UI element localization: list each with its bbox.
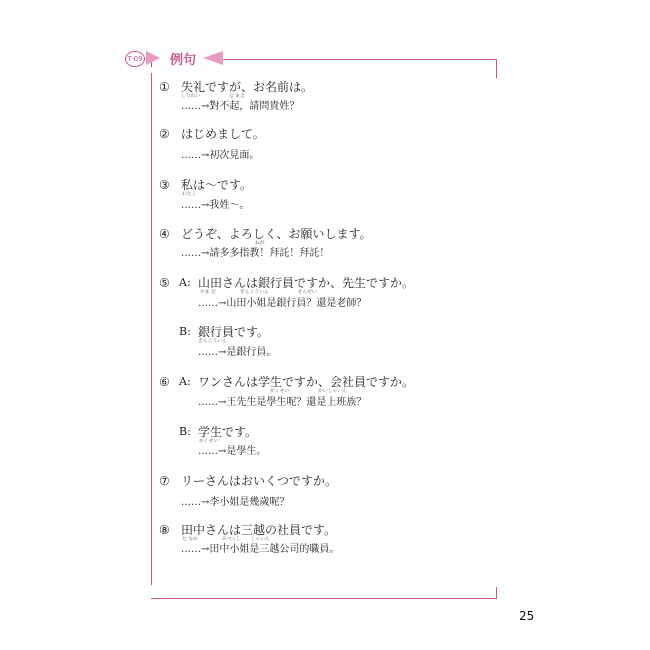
speaker-b-label: B: [179, 325, 191, 338]
example-translation: ……→我姓～。 [181, 200, 250, 211]
example-translation: ……→請多多指教！拜託！拜託！ [181, 248, 330, 259]
example-japanese: はじめまして。 [181, 127, 265, 141]
example-translation-b: ……→是銀行員。 [198, 347, 277, 358]
speaker-b-label: B: [179, 425, 191, 438]
example-ruby-b: がくせい [199, 439, 219, 444]
example-number: ③ [159, 178, 170, 192]
example-translation: ……→李小姐是幾歲呢？ [181, 497, 290, 508]
example-japanese: どうぞ、よろしく、お願いします。 [181, 227, 372, 241]
example-ruby: わたし [182, 192, 197, 197]
example-ruby: ねが [255, 241, 265, 246]
frame-bottom-right-tick [496, 587, 497, 599]
page-number: 25 [519, 609, 535, 623]
example-ruby: しつれい な まえ [181, 94, 245, 99]
example-japanese: 田中さんは三越の社員です。 [181, 523, 337, 537]
frame-top-border [219, 59, 497, 60]
example-ruby-a: がくせい かいしゃいん [270, 389, 347, 394]
example-number: ⑦ [159, 474, 170, 488]
frame-bottom-border [151, 598, 497, 599]
example-number: ⑤ [159, 276, 170, 290]
speaker-a-label: A: [179, 276, 191, 289]
audio-track-badge: T-09 [125, 51, 145, 67]
example-number: ① [159, 80, 170, 94]
speaker-a-label: A: [179, 375, 191, 388]
example-translation-b: ……→是學生。 [198, 446, 267, 457]
example-japanese-b: 銀行員です。 [198, 325, 270, 339]
example-japanese-b: 学生です。 [198, 425, 258, 439]
example-japanese: 失礼ですが、お名前は。 [181, 80, 314, 94]
example-number: ④ [159, 227, 170, 241]
example-japanese-a: ワンさんは学生ですか、会社員ですか。 [198, 375, 415, 389]
example-translation: ……→田中小姐是三越公司的職員。 [181, 544, 340, 555]
example-translation-a: ……→山田小姐是銀行員？還是老師？ [198, 298, 367, 309]
frame-top-right-tick [496, 59, 497, 78]
example-ruby: た なか みつこし しゃいん [182, 537, 270, 542]
example-translation: ……→初次見面。 [181, 150, 260, 161]
example-number: ⑥ [159, 375, 170, 389]
example-ruby-b: ぎんこういん [198, 339, 227, 344]
example-japanese: 私は～です。 [181, 178, 253, 192]
frame-left-border [151, 73, 152, 585]
example-ruby-a: やま だ ぎんこういん せんせい [200, 290, 317, 295]
example-number: ⑧ [159, 523, 170, 537]
section-title: 例句 [170, 53, 197, 68]
example-translation: ……→對不起，請問貴姓？ [181, 101, 300, 112]
example-japanese-a: 山田さんは銀行員ですか、先生ですか。 [198, 276, 415, 290]
example-translation-a: ……→王先生是學生呢？還是上班族？ [198, 397, 367, 408]
title-flag-right-icon [203, 51, 223, 65]
example-number: ② [159, 127, 170, 141]
example-japanese: リーさんはおいくつですか。 [181, 474, 338, 488]
title-flag-left-icon [146, 51, 160, 65]
